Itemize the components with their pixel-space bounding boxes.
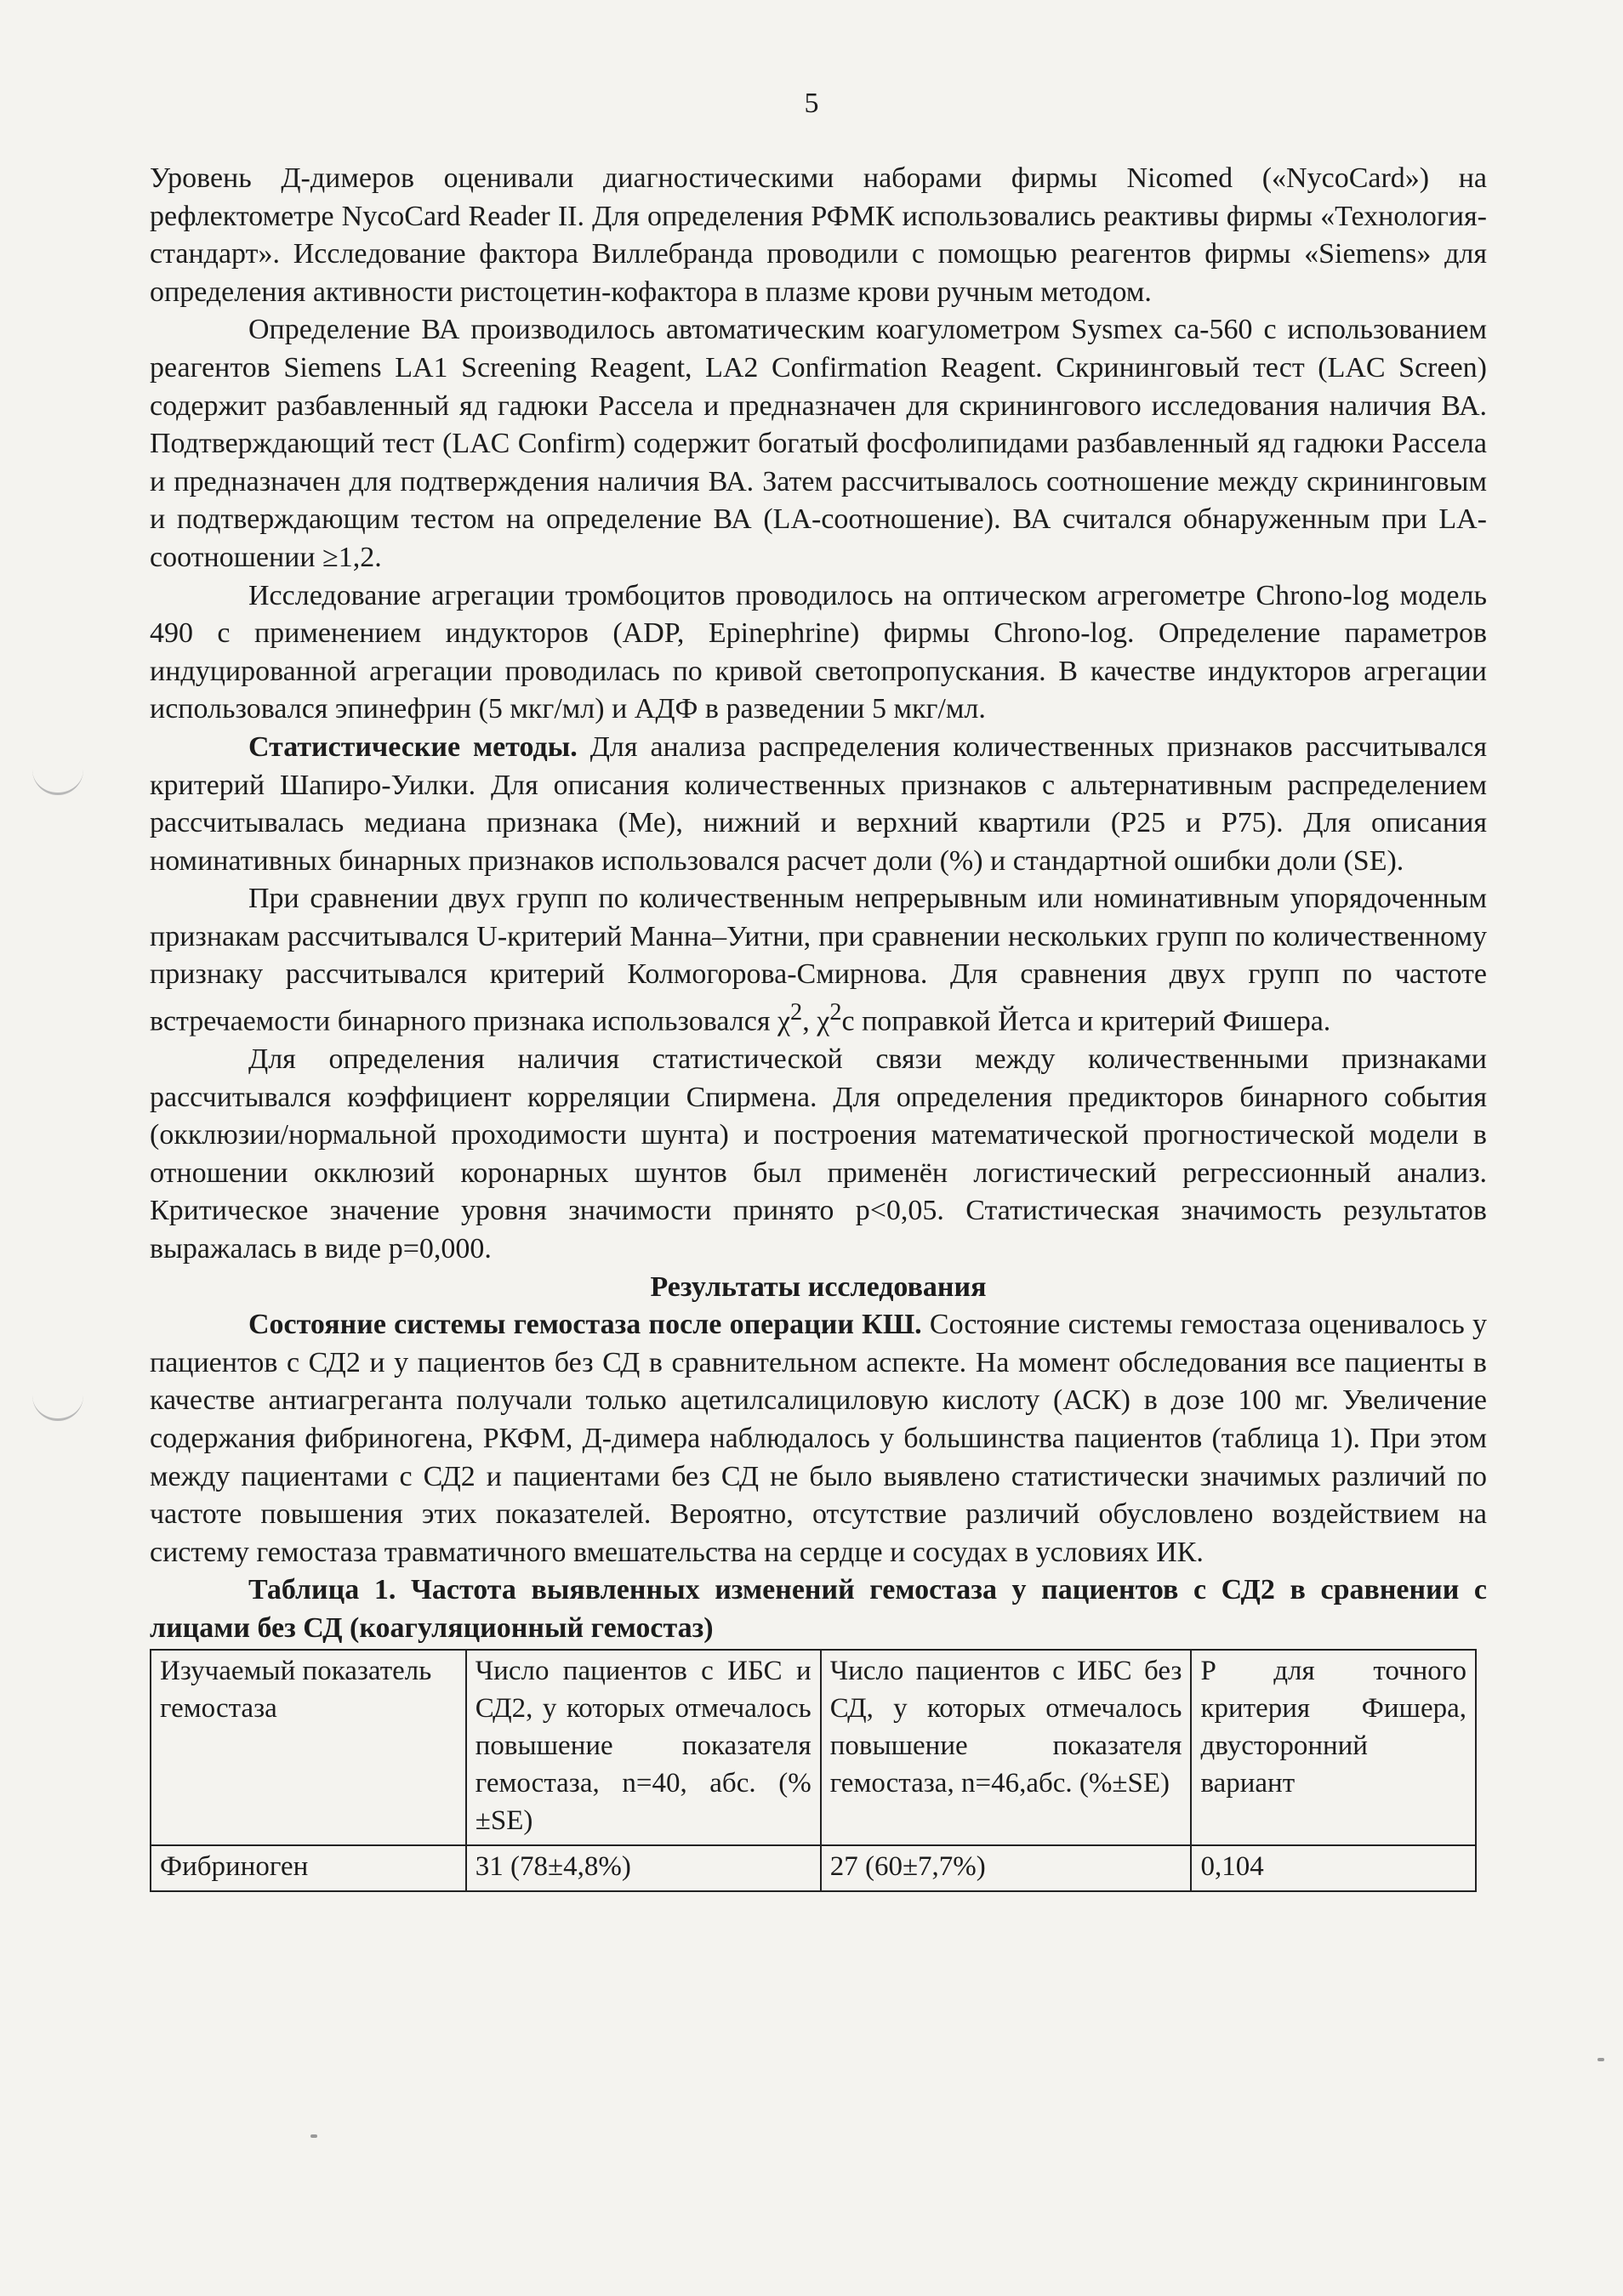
comparison-text-after: с поправкой Йетса и критерий Фишера. — [841, 1005, 1331, 1037]
stat-methods-text: Для анализа распределения количественных признаков рассчитывался критерий Шапиро-Уилки. Для описания количественных признаков с альтернативным распределением рассчитывалась медиана признака (Ме), нижний и верхний квартили (Р25 и Р75). Для описания номинативных бинарных признаков использовался расчет доли (%) и стандартной ошибки доли (SE). — [150, 730, 1488, 877]
scan-speck — [310, 2134, 317, 2138]
table-header-cell: Изучаемый показатель гемостаза — [151, 1650, 466, 1845]
paragraph-group-comparison — [150, 880, 1487, 1041]
paragraph-correlation: Для определения наличия статистической связи между количественными признаками рассчитывался коэффициент корреляции Спирмена. Для определения предикторов бинарного события (окклюзии/нормальной проходимости шунта) и построения математической прогностической модели в отношении окклюзий коронарных шунтов был применён логистический регрессионный анализ. Критическое значение уровня значимости принято p<0,05. Статистическая значимость результатов выражалась в виде p=0,000. — [150, 1043, 1487, 1265]
table-header-cell: Число пациентов с ИБС и СД2, у которых отмечалось повышение показателя гемостаза, n=40, абс. (%±SE) — [466, 1650, 821, 1845]
scan-speck — [1597, 2058, 1604, 2061]
stat-methods-heading: Статистические методы. — [248, 730, 578, 763]
table-cell: Фибриноген — [151, 1845, 466, 1891]
paragraph-platelet-aggregation: Исследование агрегации тромбоцитов проводилось на оптическом агрегометре Chrono-log модель 490 с применением индукторов (ADP, Epinephrine) фирмы Chrono-log. Определение параметров индуцированной агрегации проводилась по кривой светопропускания. В качестве индукторов агрегации использовался эпинефрин (5 мкг/мл) и АДФ в разведении 5 мкг/мл. — [150, 579, 1487, 725]
table-cell: 0,104 — [1191, 1845, 1476, 1891]
table-cell: 31 (78±4,8%) — [466, 1845, 821, 1891]
document-body — [150, 160, 1487, 1892]
paragraph-lupus-anticoagulant: Определение ВА производилось автоматическим коагулометром Sysmex ca-560 с использованием реагентов Siemens LA1 Screening Reagent, LA2 Confirmation Reagent. Скрининговый тест (LAC Screen) содержит разбавленный яд гадюки Рассела и предназначен для скринингового исследования наличия ВА. Подтверждающий тест (LAC Confirm) содержит богатый фосфолипидами разбавленный яд гадюки Рассела и предназначен для подтверждения наличия ВА. Затем рассчитывалось соотношение между скрининговым и подтверждающим тестом на определение ВА (LA-соотношение). ВА считался обнаруженным при LA-соотношении ≥1,2. — [150, 314, 1487, 573]
punch-hole-mark — [32, 1384, 83, 1421]
results-heading: Результаты исследования — [650, 1270, 987, 1303]
paragraph-stat-methods — [150, 729, 1487, 880]
table-header-cell: Число пациентов с ИБС без СД, у которых отмечалось повышение показателя гемостаза, n=46,абс. (%±SE) — [821, 1650, 1192, 1845]
paragraph-ddimer: Уровень Д-димеров оценивали диагностическими наборами фирмы Nicomed («NycoCard») на рефлектометре NycoCard Reader II. Для определения РФМК использовались реактивы фирмы «Технология-стандарт». Исследование фактора Виллебранда проводили с помощью реагентов фирмы «Siemens» для определения активности ристоцетин-кофактора в плазме крови ручным методом. — [150, 162, 1487, 308]
table-caption: Таблица 1. Частота выявленных изменений гемостаза у пациентов с СД2 в сравнении с лицами без СД (коагуляционный гемостаз) — [150, 1574, 1487, 1644]
table-header-cell: P для точного критерия Фишера, двусторонний вариант — [1191, 1650, 1476, 1845]
table-row — [151, 1845, 1476, 1891]
punch-hole-mark — [32, 759, 83, 795]
chi-square-superscript-yates: 2 — [829, 999, 842, 1026]
hemostasis-text: Состояние системы гемостаза оценивалось у пациентов с СД2 и у пациентов без СД в сравнительном аспекте. На момент обследования все пациенты в качестве антиагреганта получали только ацетилсалициловую кислоту (АСК) в дозе 100 мг. Увеличение содержания фибриногена, РКФМ, Д-димера наблюдалось у большинства пациентов (таблица 1). При этом между пациентами с СД2 и пациентами без СД не было выявлено статистически значимых различий по частоте повышения этих показателей. Вероятно, отсутствие различий обусловлено воздействием на систему гемостаза травматичного вмешательства на сердце и сосудах в условиях ИК. — [150, 1309, 1487, 1568]
paragraph-hemostasis — [150, 1306, 1487, 1571]
hemostasis-table — [150, 1649, 1477, 1892]
hemostasis-heading: Состояние системы гемостаза после операции КШ. — [248, 1309, 922, 1341]
page-number: 5 — [804, 88, 819, 119]
comparison-text-before: При сравнении двух групп по количественным непрерывным или номинативным упорядоченным признакам рассчитывался U-критерий Манна–Уитни, при сравнении нескольких групп по количественному признаку рассчитывался критерий Колмогорова-Смирнова. Для сравнения двух групп по частоте встречаемости бинарного признака использовался χ — [150, 883, 1487, 1037]
table-cell: 27 (60±7,7%) — [821, 1845, 1192, 1891]
table-header-row — [151, 1650, 1476, 1845]
comparison-text-middle: , χ — [802, 1005, 830, 1037]
chi-square-superscript: 2 — [790, 999, 803, 1026]
